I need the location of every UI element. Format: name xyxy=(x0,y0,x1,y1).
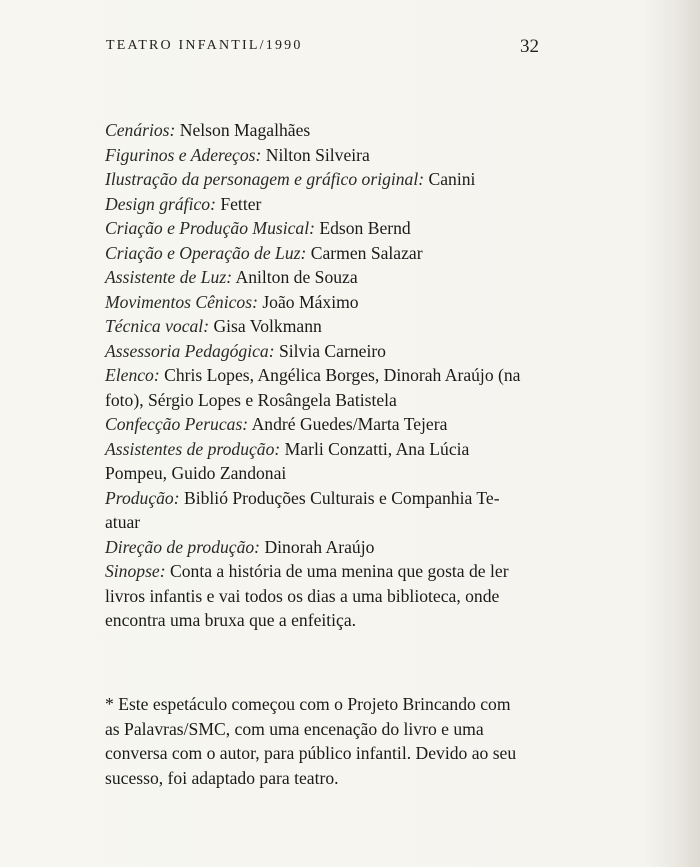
credit-entry xyxy=(105,339,525,364)
credit-value: Carmen Salazar xyxy=(306,242,423,263)
credit-entry xyxy=(105,486,525,535)
credit-value: Dinorah Araújo xyxy=(260,536,375,557)
running-header: TEATRO INFANTIL/1990 xyxy=(106,38,303,53)
page-number: 32 xyxy=(520,36,539,57)
credit-entry xyxy=(105,437,525,486)
credit-label: Design gráfico: xyxy=(105,193,216,214)
credit-label: Elenco: xyxy=(105,365,160,385)
credit-value: Nilton Silveira xyxy=(261,144,370,165)
credit-entry xyxy=(105,143,525,168)
credit-entry xyxy=(105,265,525,290)
credit-label: Assessoria Pedagógica: xyxy=(105,340,275,361)
credit-value: Canini xyxy=(424,169,476,189)
credit-label: Produção: xyxy=(105,487,180,508)
credit-entry xyxy=(105,412,525,437)
credit-value: Gisa Volkmann xyxy=(209,316,322,336)
credit-value: João Máximo xyxy=(257,291,359,312)
credit-value: Nelson Magalhães xyxy=(175,120,311,140)
credit-value: Marli Conzatti, Ana Lúcia Pompeu, Guido Zandonai xyxy=(105,438,470,483)
credit-value: Edson Bernd xyxy=(314,218,411,238)
credit-label: Técnica vocal: xyxy=(105,316,210,336)
credit-entry xyxy=(105,535,525,560)
credit-label: Direção de produção: xyxy=(105,536,261,557)
credit-entry xyxy=(105,559,525,633)
credit-value: Anilton de Souza xyxy=(232,267,358,287)
footnote: * Este espetáculo começou com o Projeto Brincando com as Palavras/SMC, com uma encenação do livro e uma conversa com o autor, para público infantil. Devido ao seu sucesso, foi adaptado para teatro. xyxy=(105,694,517,788)
credit-label: Criação e Operação de Luz: xyxy=(105,242,307,263)
credit-value: André Guedes/Marta Tejera xyxy=(248,414,448,434)
credits-list xyxy=(105,118,525,633)
credit-label: Criação e Produção Musical: xyxy=(105,218,315,238)
credit-entry xyxy=(105,216,525,241)
credit-label: Sinopse: xyxy=(105,561,166,581)
credit-value: Silvia Carneiro xyxy=(274,340,386,361)
credit-entry xyxy=(105,363,525,412)
credit-label: Movimentos Cênicos: xyxy=(105,291,258,312)
credit-label: Cenários: xyxy=(105,120,176,140)
credit-label: Figurinos e Adereços: xyxy=(105,144,262,165)
credit-value: Conta a história de uma menina que gosta de ler livros infantis e vai todos os dias a uma biblioteca, onde encontra uma bruxa que a enfeitiça. xyxy=(105,561,509,630)
credit-entry xyxy=(105,192,525,217)
credit-label: Ilustração da personagem e gráfico original: xyxy=(105,169,425,189)
credit-label: Confecção Perucas: xyxy=(105,414,249,434)
credit-entry xyxy=(105,167,525,192)
credit-entry xyxy=(105,241,525,266)
credit-entry xyxy=(105,290,525,315)
credit-entry xyxy=(105,118,525,143)
credit-entry xyxy=(105,314,525,339)
credit-value: Biblió Produções Culturais e Companhia Te-atuar xyxy=(105,487,500,532)
credit-value: Fetter xyxy=(215,193,262,214)
credit-label: Assistentes de produção: xyxy=(105,438,281,459)
credit-label: Assistente de Luz: xyxy=(105,267,233,287)
credit-value: Chris Lopes, Angélica Borges, Dinorah Araújo (na foto), Sérgio Lopes e Rosângela Batistela xyxy=(105,365,521,410)
